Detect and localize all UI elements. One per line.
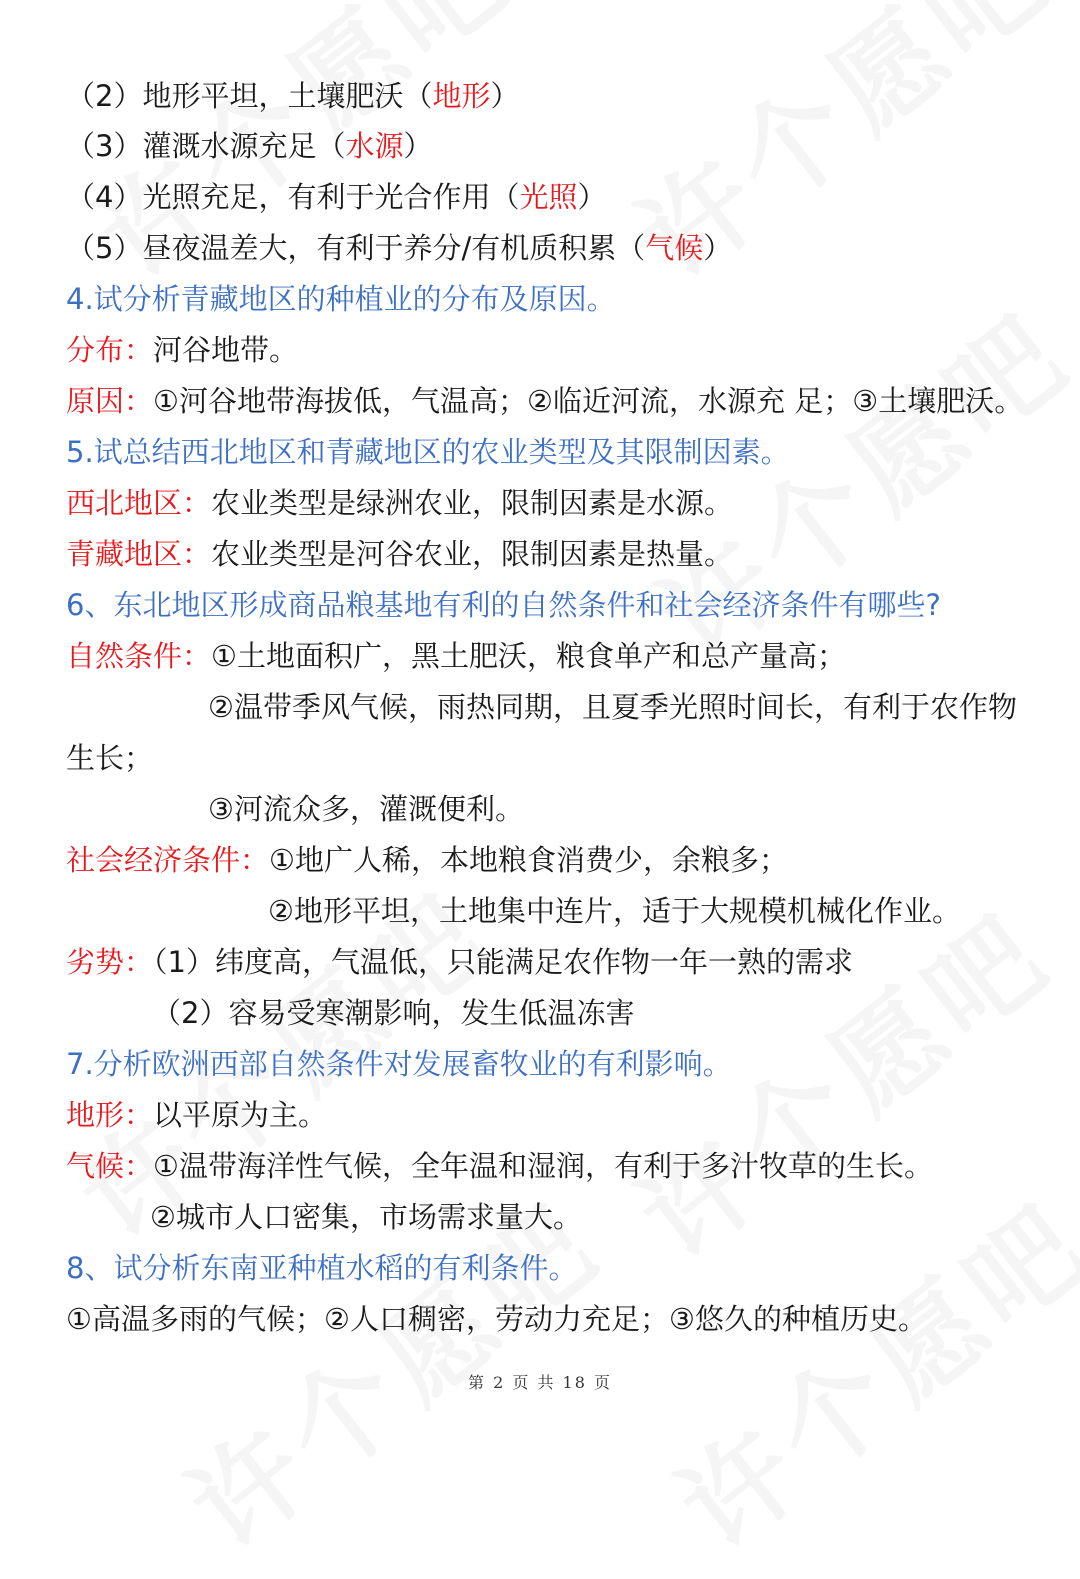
answer-line: 劣势：（1）纬度高，气温低，只能满足农作物一年一熟的需求 <box>66 945 853 979</box>
question-title: 7.分析欧洲西部自然条件对发展畜牧业的有利影响。 <box>66 1047 732 1081</box>
answer-line: 原因：①河谷地带海拔低，气温高；②临近河流，水源充 足；③土壤肥沃。 <box>66 384 1024 418</box>
answer-line: 地形：以平原为主。 <box>66 1098 328 1132</box>
question-title: 5.试总结西北地区和青藏地区的农业类型及其限制因素。 <box>66 435 790 469</box>
answer-line: （2）容易受寒潮影响，发生低温冻害 <box>152 996 635 1030</box>
list-item: （4）光照充足，有利于光合作用（光照） <box>66 180 607 214</box>
answer-label: 西北地区： <box>66 486 212 520</box>
answer-line: ③河流众多，灌溉便利。 <box>208 792 524 826</box>
answer-label: 自然条件： <box>66 639 212 673</box>
answer-label: 气候： <box>66 1149 154 1183</box>
answer-line: ②温带季风气候，雨热同期，且夏季光照时间长，有利于农作物 <box>208 690 1017 724</box>
keyword: 光照 <box>519 180 578 214</box>
answer-line: 分布：河谷地带。 <box>66 333 299 367</box>
answer-label: 劣势： <box>66 945 154 979</box>
answer-line: ①高温多雨的气候；②人口稠密，劳动力充足；③悠久的种植历史。 <box>66 1302 927 1336</box>
answer-line: 气候：①温带海洋性气候，全年温和湿润，有利于多汁牧草的生长。 <box>66 1149 934 1183</box>
answer-label: 分布： <box>66 333 154 367</box>
keyword: 水源 <box>345 129 404 163</box>
answer-line: 自然条件：①土地面积广，黑土肥沃，粮食单产和总产量高； <box>66 639 847 673</box>
page-number: 第 2 页 共 18 页 <box>468 1373 612 1392</box>
answer-line: ②地形平坦，土地集中连片，适于大规模机械化作业。 <box>268 894 961 928</box>
list-item: （2）地形平坦，土壤肥沃（地形） <box>66 79 520 113</box>
answer-line: 青藏地区：农业类型是河谷农业，限制因素是热量。 <box>66 537 734 571</box>
answer-line: 西北地区：农业类型是绿洲农业，限制因素是水源。 <box>66 486 734 520</box>
list-item: （3）灌溉水源充足（水源） <box>66 129 433 163</box>
answer-label: 社会经济条件： <box>66 843 270 877</box>
question-title: 6、东北地区形成商品粮基地有利的自然条件和社会经济条件有哪些? <box>66 588 941 622</box>
answer-line: 社会经济条件：①地广人稀，本地粮食消费少，余粮多； <box>66 843 789 877</box>
answer-label: 原因： <box>66 384 154 418</box>
keyword: 气候 <box>645 231 704 265</box>
answer-line: ②城市人口密集，市场需求量大。 <box>150 1200 582 1234</box>
answer-label: 地形： <box>66 1098 154 1132</box>
question-title: 8、试分析东南亚种植水稻的有利条件。 <box>66 1251 578 1285</box>
keyword: 地形 <box>432 79 491 113</box>
question-title: 4.试分析青藏地区的种植业的分布及原因。 <box>66 282 616 316</box>
answer-line: 生长； <box>66 741 154 775</box>
answer-label: 青藏地区： <box>66 537 212 571</box>
list-item: （5）昼夜温差大，有利于养分/有机质积累（气候） <box>66 231 733 265</box>
